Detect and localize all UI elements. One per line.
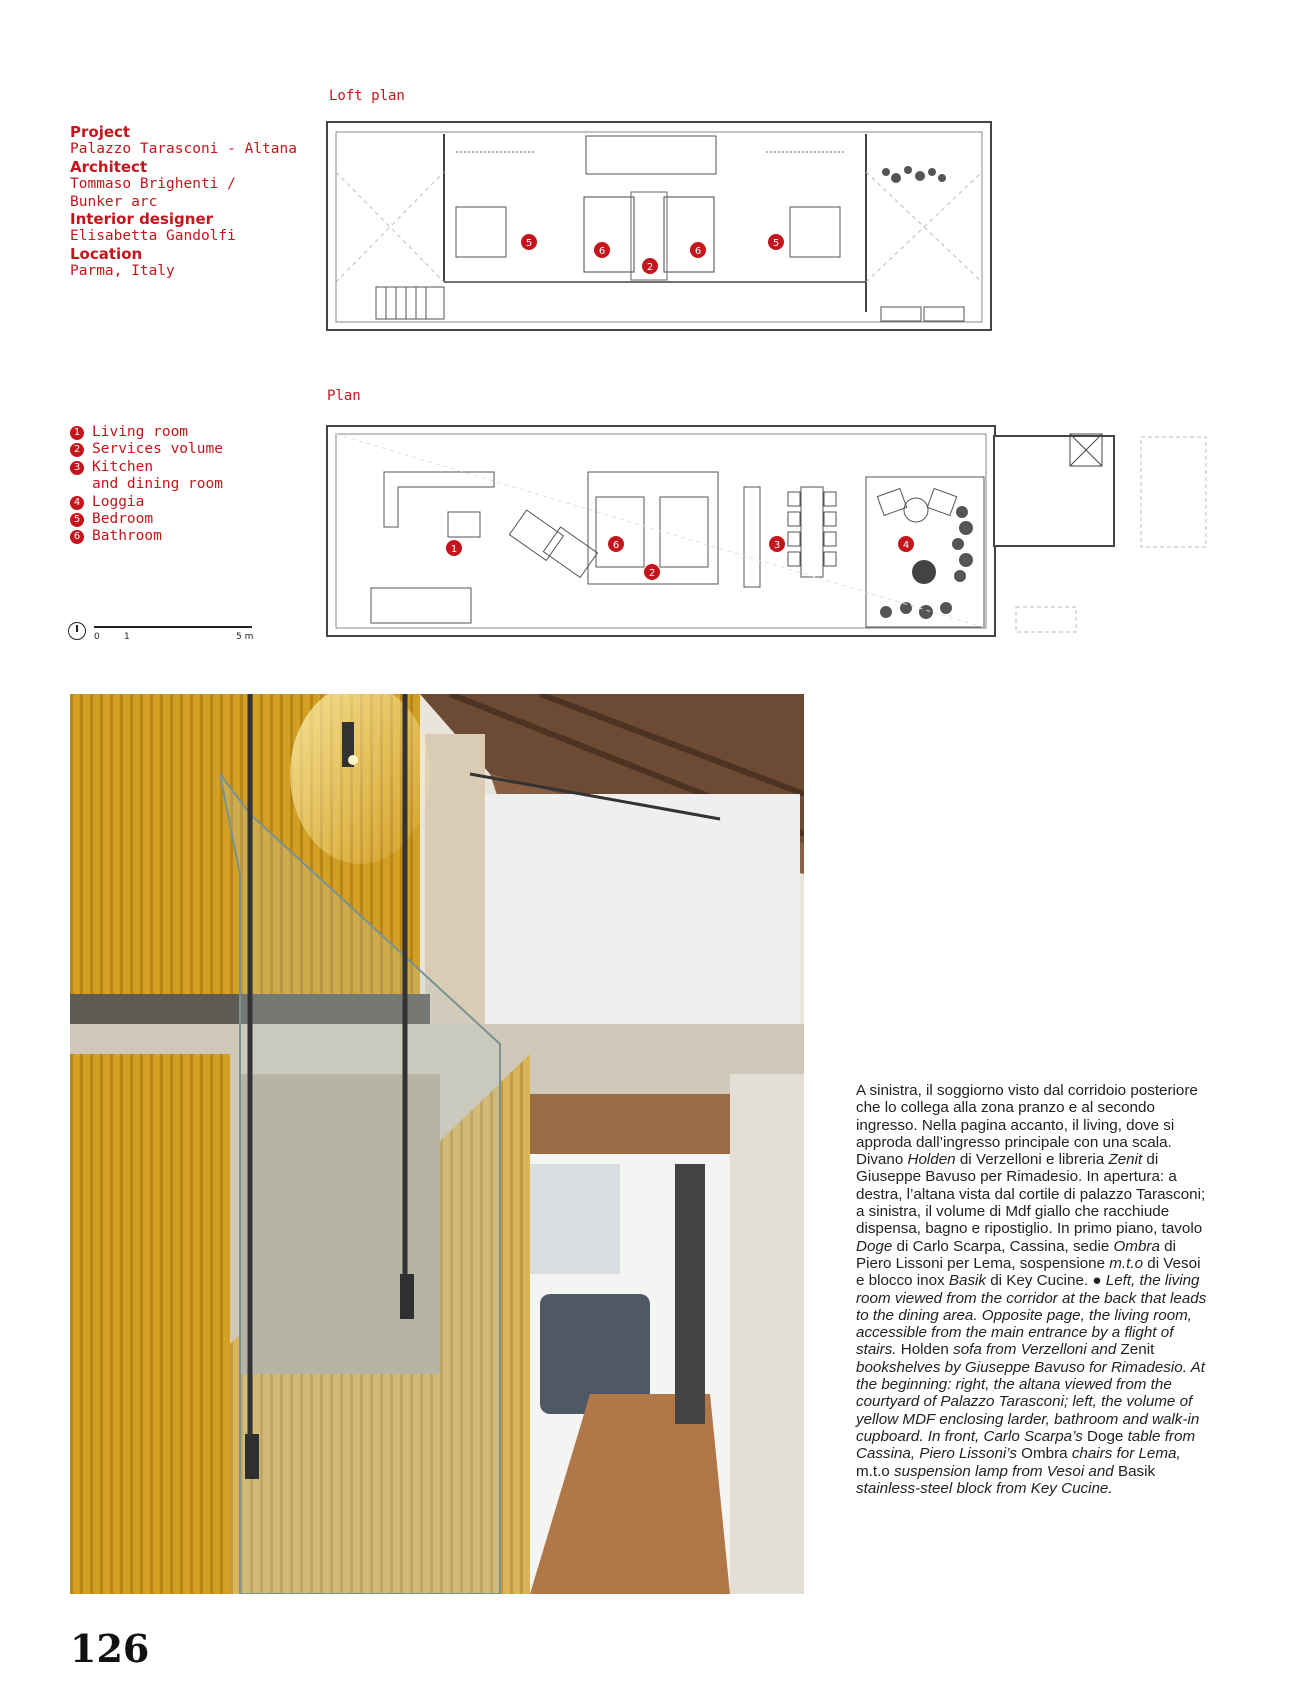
caption-english: chairs for Lema, (1067, 1445, 1181, 1463)
legend-text: Loggia (92, 493, 145, 510)
architect-value-2: Bunker arc (70, 193, 158, 210)
scale-zero: 0 (94, 632, 100, 642)
legend-number: 3 (70, 461, 84, 475)
caption-text: Basik (1117, 1462, 1156, 1480)
location-value: Parma, Italy (70, 263, 175, 280)
caption-text: Ombra (1021, 1445, 1068, 1463)
caption-english: table from Cassina, Piero Lissoni’s (856, 1427, 1196, 1463)
architect-label: Architect (70, 157, 148, 176)
caption-english: stainless-steel block from Key Cucine. (856, 1479, 1113, 1497)
interior-designer-value: Elisabetta Gandolfi (70, 228, 236, 245)
caption-text: di Key Cucine. ● (986, 1272, 1106, 1290)
plan-marker-label: 2 (646, 262, 654, 273)
interior-photo (70, 694, 804, 1594)
plan-marker-label: 3 (773, 540, 781, 551)
location-label: Location (70, 244, 143, 263)
legend-text: Living room (92, 424, 189, 440)
caption-text: di Giuseppe Bavuso per Rimadesio. In apertura: a destra, l’altana vista dal cortile di palazzo Tarasconi; a sinistra, il volume di Mdf giallo che racchiude dispensa, bagno e ripostiglio. In primo piano, tavolo (856, 1151, 1206, 1238)
caption-italic: Doge (856, 1237, 893, 1255)
legend-text: Kitchen (92, 458, 154, 475)
caption-italic: Holden (907, 1151, 956, 1169)
plan-marker-label: 6 (598, 246, 606, 257)
caption-text: di Verzelloni e libreria (955, 1151, 1109, 1169)
legend-text: Bedroom (92, 511, 154, 528)
legend-number: 5 (70, 513, 84, 527)
legend-text: and dining room (92, 476, 223, 493)
project-value: Palazzo Tarasconi - Altana (70, 141, 297, 158)
caption-text: Zenit (1120, 1341, 1155, 1359)
legend-item (70, 511, 223, 528)
caption-english: Left, the living room viewed from the corridor at the back that leads to the dining area. Opposite page, the living room, accessible from the main entrance by a flight of stairs. (856, 1272, 1207, 1359)
architect-value-1: Tommaso Brighenti / (70, 176, 236, 193)
legend-item (70, 528, 223, 545)
legend-item (70, 476, 223, 493)
caption-text: m.t.o (856, 1462, 890, 1480)
caption-italic: Ombra (1113, 1237, 1160, 1255)
caption-text: di Vesoi e blocco inox (856, 1254, 1201, 1290)
room-legend (70, 424, 223, 546)
scale-bar (68, 622, 258, 644)
caption-english: bookshelves by Giuseppe Bavuso for Rimadesio. At the beginning: right, the altana viewed from the courtyard of Palazzo Tarasconi; left, the volume of yellow MDF enclosing larder, bathroom and walk-in cupboard. In front, Carlo Scarpa’s (856, 1358, 1205, 1445)
scale-one: 1 (124, 632, 130, 642)
loft-plan-drawing (326, 112, 994, 342)
caption-text: Doge (1087, 1427, 1124, 1445)
scale-five: 5 m (236, 632, 254, 642)
loft-plan-title: Loft plan (329, 88, 405, 104)
legend-item (70, 424, 223, 441)
caption-text: di Carlo Scarpa, Cassina, sedie (892, 1237, 1114, 1255)
legend-number: 2 (70, 443, 84, 457)
caption-text: di Piero Lissoni per Lema, sospensione (856, 1237, 1176, 1272)
caption-text: A sinistra, il soggiorno visto dal corridoio posteriore che lo collega alla zona pranzo e al secondo ingresso. Nella pagina accanto, il living, dove si approda dall’ingresso principale con una scala. Divano (856, 1082, 1198, 1169)
caption-italic: Zenit (1108, 1151, 1143, 1169)
legend-item (70, 441, 223, 458)
project-credits (70, 124, 300, 281)
legend-item (70, 459, 223, 476)
caption-italic: m.t.o (1109, 1254, 1144, 1272)
legend-number: 6 (70, 530, 84, 544)
legend-text: Bathroom (92, 528, 162, 545)
interior-photo-illustration (70, 694, 804, 1594)
caption-english: sofa from Verzelloni and (948, 1341, 1121, 1359)
caption-english: suspension lamp from Vesoi and (889, 1462, 1118, 1480)
page-number: 126 (70, 1626, 150, 1671)
project-label: Project (70, 123, 131, 141)
plan-marker-label: 6 (694, 246, 702, 257)
main-plan-drawing (326, 412, 1212, 648)
plan-marker-label: 5 (525, 238, 533, 249)
plan-title: Plan (327, 388, 361, 404)
legend-number: 4 (70, 496, 84, 510)
legend-number: 1 (70, 426, 84, 440)
interior-designer-label: Interior designer (70, 210, 214, 229)
legend-text: Services volume (92, 441, 223, 458)
caption-italic: Basik (948, 1272, 987, 1290)
photo-caption (856, 1082, 1208, 1497)
plan-marker-label: 6 (612, 540, 620, 551)
north-arrow-icon (68, 622, 86, 640)
plan-marker-label: 5 (772, 238, 780, 249)
caption-text: Holden (900, 1341, 949, 1359)
legend-item (70, 494, 223, 511)
plan-marker-label: 2 (648, 568, 656, 579)
plan-marker-label: 1 (450, 544, 458, 555)
plan-marker-label: 4 (902, 540, 910, 551)
